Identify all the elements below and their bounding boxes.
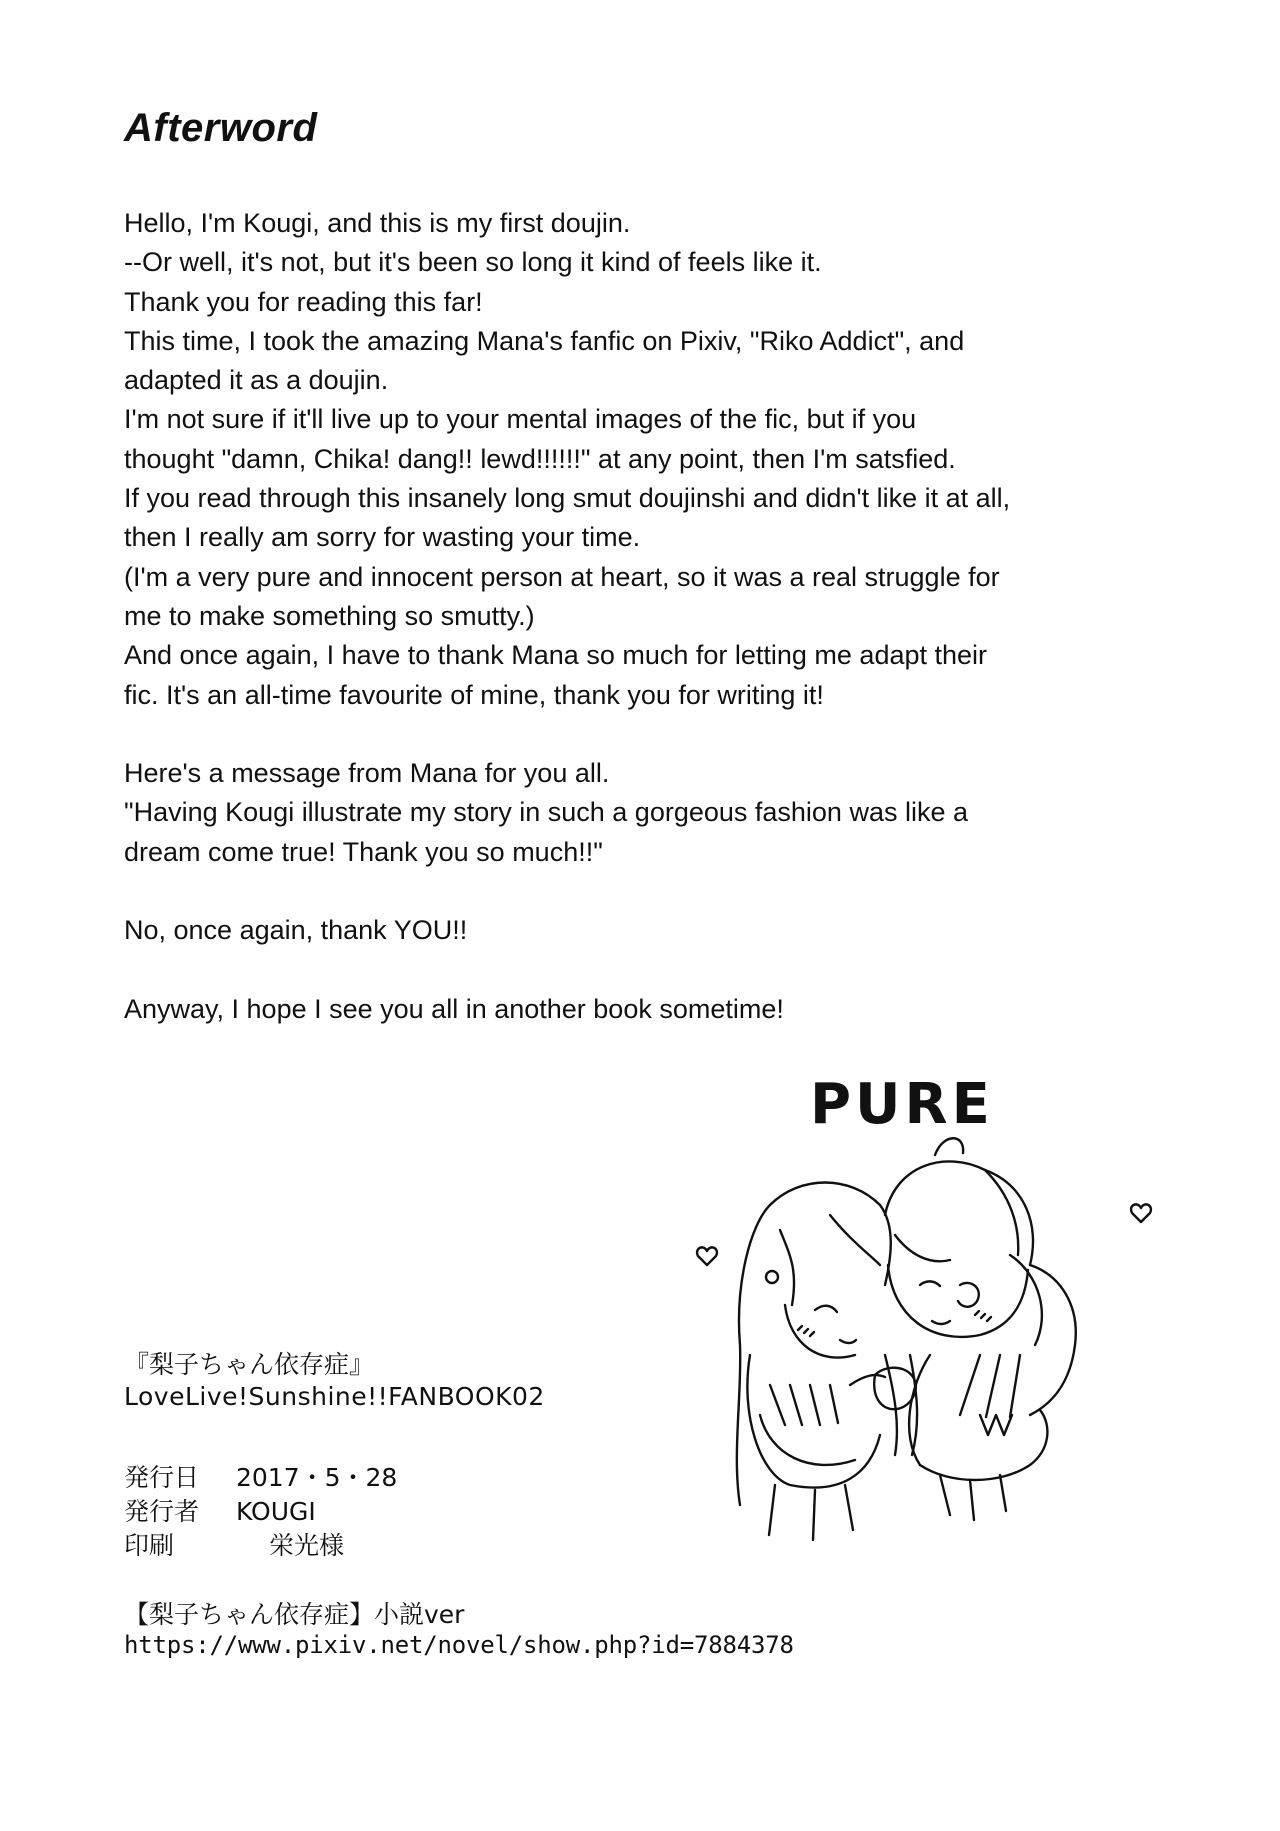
- publisher-row: [124, 1492, 316, 1526]
- publish-date-value: 2017・5・28: [236, 1463, 398, 1492]
- afterword-body: [124, 204, 1154, 1029]
- pure-caption: PURE: [810, 1072, 994, 1137]
- novel-url: https://www.pixiv.net/novel/show.php?id=7884378: [124, 1631, 794, 1659]
- printer-label: 印刷: [124, 1531, 175, 1560]
- paragraph-line: me to make something so smutty.): [124, 600, 535, 631]
- novel-version-label: 【梨子ちゃん依存症】小説ver: [124, 1600, 465, 1629]
- paragraph-line: I'm not sure if it'll live up to your mental images of the fic, but if you: [124, 404, 917, 435]
- paragraph-line: dream come true! Thank you so much!!": [124, 836, 603, 867]
- paragraph-line: And once again, I have to thank Mana so much for letting me adapt their: [124, 640, 988, 671]
- right-character: [885, 1138, 1076, 1520]
- publisher-label: 発行者: [124, 1497, 200, 1526]
- paragraph-line: No, once again, thank YOU!!: [124, 915, 468, 946]
- heart-icon: [697, 1247, 717, 1265]
- paragraph-spacer: [124, 872, 1154, 911]
- printer-row: [124, 1526, 344, 1560]
- paragraph-line: This time, I took the amazing Mana's fanfic on Pixiv, "Riko Addict", and: [124, 325, 965, 356]
- publish-date-label: 発行日: [124, 1463, 200, 1492]
- book-title: 『梨子ちゃん依存症』: [124, 1350, 375, 1379]
- printer-value: 栄光様: [269, 1531, 345, 1560]
- page-title: Afterword: [124, 106, 318, 150]
- publish-date-row: [124, 1458, 397, 1492]
- paragraph-line: Here's a message from Mana for you all.: [124, 758, 610, 789]
- paragraph-line: then I really am sorry for wasting your time.: [124, 522, 641, 553]
- series-title: LoveLive!Sunshine!!FANBOOK02: [124, 1382, 545, 1411]
- paragraph-line: fic. It's an all-time favourite of mine, thank you for writing it!: [124, 679, 824, 710]
- heart-icon: [1131, 1204, 1151, 1222]
- paragraph-spacer: [124, 951, 1154, 990]
- chibi-illustration: [680, 1055, 1160, 1585]
- publisher-value: KOUGI: [236, 1497, 316, 1526]
- paragraph-line: thought "damn, Chika! dang!! lewd!!!!!!" at any point, then I'm satsfied.: [124, 443, 956, 474]
- paragraph-line: If you read through this insanely long smut doujinshi and didn't like it at all,: [124, 483, 1011, 514]
- paragraph-line: --Or well, it's not, but it's been so long it kind of feels like it.: [124, 247, 822, 278]
- paragraph-spacer: [124, 715, 1154, 754]
- paragraph-line: Thank you for reading this far!: [124, 286, 483, 317]
- paragraph-line: (I'm a very pure and innocent person at heart, so it was a real struggle for: [124, 561, 1000, 592]
- paragraph-line: Anyway, I hope I see you all in another book sometime!: [124, 993, 784, 1024]
- paragraph-line: adapted it as a doujin.: [124, 365, 389, 396]
- paragraph-line: Hello, I'm Kougi, and this is my first doujin.: [124, 208, 631, 238]
- left-character: [737, 1183, 891, 1541]
- paragraph-line: "Having Kougi illustrate my story in such a gorgeous fashion was like a: [124, 797, 969, 828]
